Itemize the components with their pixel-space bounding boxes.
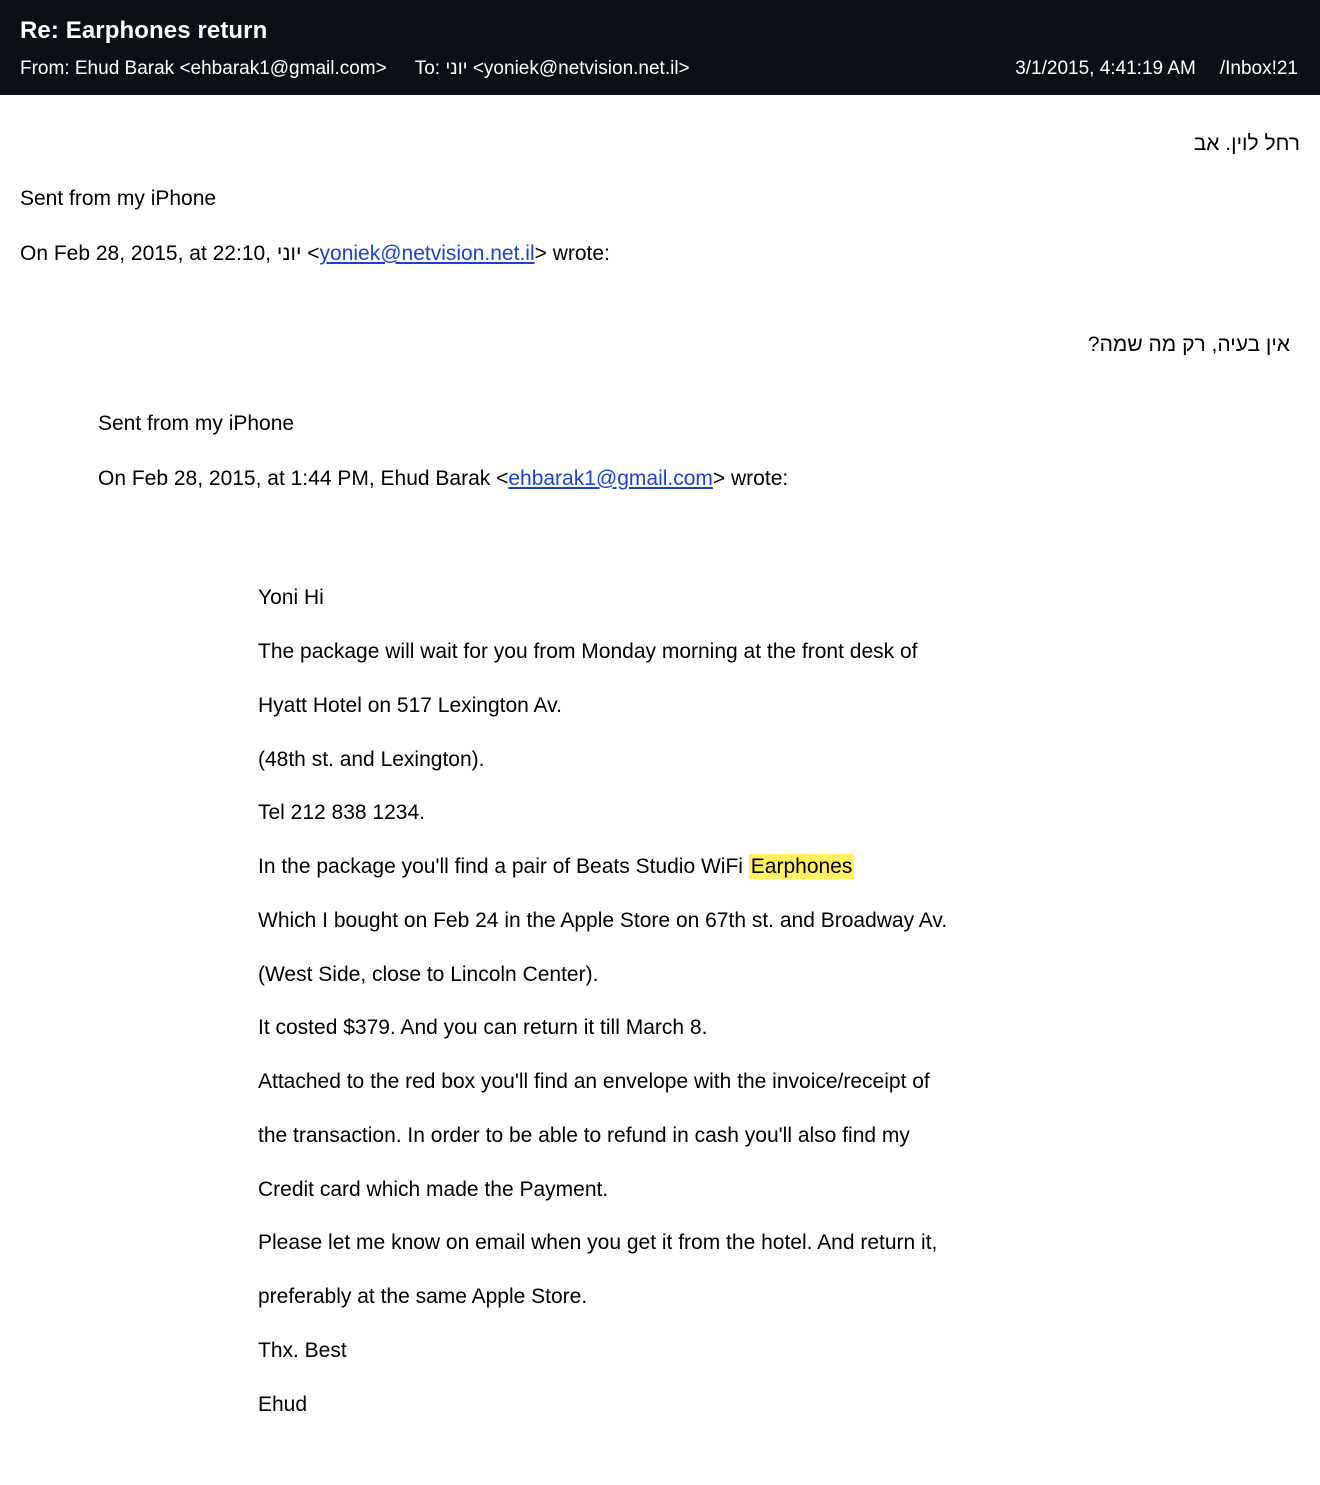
quoted-message-level-2 [258,558,1300,1445]
message-line-2: The package will wait for you from Monday morning at the front desk of [258,640,918,664]
reply-header-2 [98,466,1300,493]
message-line-8: (West Side, close to Lincoln Center). [258,962,599,986]
original-message-text [258,558,1300,1445]
search-highlight-earphones: Earphones [750,855,853,879]
quoted-message-level-1 [98,332,1300,1446]
reply-header-2-pre: On Feb 28, 2015, at 1:44 PM, Ehud Barak < [98,466,509,490]
message-line-10: Attached to the red box you'll find an envelope with the invoice/receipt of [258,1070,930,1094]
signature-hebrew: רחל לוין. אב [1193,132,1300,156]
message-line-15: Thx. Best [258,1338,347,1362]
email-to: To: יוני <yoniek@netvision.net.il> [414,58,690,80]
email-date: 3/1/2015, 4:41:19 AM [1015,58,1196,80]
email-folder: /Inbox!21 [1219,58,1298,80]
message-line-6-pre: In the package you'll find a pair of Beats Studio WiFi [258,855,749,879]
email-from: From: Ehud Barak <ehbarak1@gmail.com> [20,58,387,80]
email-body [0,95,1320,1485]
message-line-13: Please let me know on email when you get it from the hotel. And return it, [258,1231,938,1255]
reply-header-1-post: > wrote: [534,241,610,265]
message-line-6 [258,854,1300,881]
reply-header-2-post: > wrote: [712,466,789,490]
sender-email-link-2[interactable]: ehbarak1@gmail.com [508,466,713,490]
sent-from-iphone-1: Sent from my iPhone [20,187,217,211]
email-meta-row [20,58,1300,81]
message-line-4: (48th st. and Lexington). [258,747,485,771]
message-line-16: Ehud [258,1392,308,1416]
message-line-11: the transaction. In order to be able to refund in cash you'll also find my [258,1123,910,1147]
message-line-12: Credit card which made the Payment. [258,1177,609,1201]
reply-header-1 [20,241,1300,268]
sent-from-iphone-2: Sent from my iPhone [98,411,295,435]
message-line-1: Yoni Hi [258,586,324,610]
email-subject: Re: Earphones return [20,17,268,44]
message-line-9: It costed $379. And you can return it till March 8. [258,1016,708,1040]
message-line-7: Which I bought on Feb 24 in the Apple Store on 67th st. and Broadway Av. [258,908,948,932]
reply-header-1-pre: On Feb 28, 2015, at 22:10, יוני < [20,241,320,265]
message-line-5: Tel 212 838 1234. [258,801,425,825]
sender-email-link-1[interactable]: yoniek@netvision.net.il [319,241,535,265]
message-line-14: preferably at the same Apple Store. [258,1285,588,1309]
email-header-bar [0,0,1320,95]
quote-hebrew-text: אין בעיה, רק מה שמה? [1087,332,1290,356]
message-line-3: Hyatt Hotel on 517 Lexington Av. [258,693,562,717]
